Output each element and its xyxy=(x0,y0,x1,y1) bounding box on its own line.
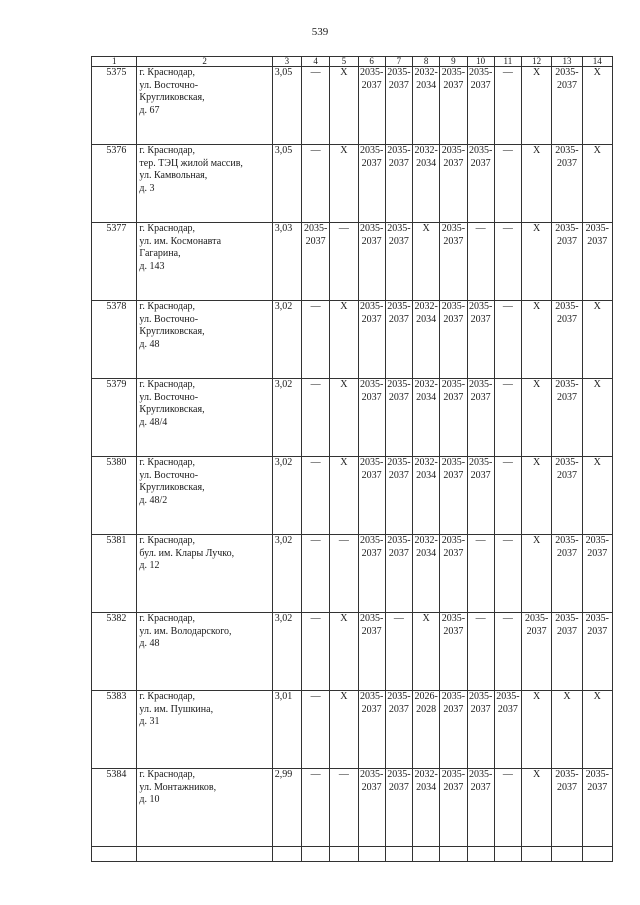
address-line: г. Краснодар, xyxy=(139,145,196,156)
address-line: бул. им. Клары Лучко, xyxy=(139,547,235,559)
address-line: д. 31 xyxy=(139,716,160,727)
address-line: г. Краснодар, xyxy=(139,223,196,234)
empty-cell xyxy=(413,847,440,862)
term-cell: X xyxy=(413,223,440,301)
term-cell: — xyxy=(494,223,521,301)
term-cell: 2035-2037 xyxy=(358,535,385,613)
address-line: тер. ТЭЦ жилой массив, xyxy=(139,157,243,169)
term-cell: — xyxy=(301,769,329,847)
column-number: 9 xyxy=(440,57,467,67)
table-row xyxy=(92,535,613,613)
term-cell: 2035-2037 xyxy=(440,613,467,691)
term-cell: X xyxy=(330,613,358,691)
address-line: д. 67 xyxy=(139,104,160,116)
term-cell: 2035-2037 xyxy=(467,691,494,769)
empty-cell xyxy=(330,847,358,862)
term-cell: X xyxy=(522,301,552,379)
area-value: 3,02 xyxy=(272,457,301,535)
record-number: 5378 xyxy=(92,301,137,379)
term-cell: 2035-2037 xyxy=(385,691,412,769)
area-value: 3,01 xyxy=(272,691,301,769)
term-cell: — xyxy=(301,613,329,691)
term-cell: 2035-2037 xyxy=(358,301,385,379)
term-cell: 2035-2037 xyxy=(467,379,494,457)
empty-cell xyxy=(301,847,329,862)
term-cell: X xyxy=(582,67,612,145)
term-cell: — xyxy=(301,457,329,535)
table-row xyxy=(92,145,613,223)
term-cell: X xyxy=(330,691,358,769)
term-cell: 2035-2037 xyxy=(385,145,412,223)
term-cell: 2035-2037 xyxy=(358,457,385,535)
address-line: Кругликовская, xyxy=(139,482,205,493)
empty-cell xyxy=(440,847,467,862)
term-cell: 2035-2037 xyxy=(467,67,494,145)
address-line: д. 48 xyxy=(139,638,160,649)
term-cell: 2035-2037 xyxy=(358,691,385,769)
address-line: Гагарина, xyxy=(139,248,181,259)
term-cell: — xyxy=(385,613,412,691)
record-number: 5384 xyxy=(92,769,137,847)
record-number: 5376 xyxy=(92,145,137,223)
term-cell: 2035-2037 xyxy=(552,457,582,535)
term-cell: X xyxy=(330,457,358,535)
term-cell: X xyxy=(582,379,612,457)
term-cell: 2035-2037 xyxy=(582,223,612,301)
record-number: 5382 xyxy=(92,613,137,691)
term-cell: X xyxy=(522,457,552,535)
address-line: ул. им. Космонавта xyxy=(139,235,222,247)
address-line: ул. им. Пушкина, xyxy=(139,703,214,715)
term-cell: — xyxy=(301,67,329,145)
term-cell: 2035-2037 xyxy=(522,613,552,691)
term-cell: 2035-2037 xyxy=(440,145,467,223)
address-line: ул. Восточно- xyxy=(139,469,199,481)
table-row xyxy=(92,769,613,847)
term-cell: 2035-2037 xyxy=(358,379,385,457)
area-value: 3,03 xyxy=(272,223,301,301)
area-value: 3,02 xyxy=(272,535,301,613)
term-cell: 2035-2037 xyxy=(440,769,467,847)
empty-cell xyxy=(358,847,385,862)
term-cell: X xyxy=(522,769,552,847)
term-cell: 2035-2037 xyxy=(385,379,412,457)
register-body xyxy=(92,57,613,862)
term-cell: 2035-2037 xyxy=(582,535,612,613)
term-cell: 2035-2037 xyxy=(552,769,582,847)
term-cell: — xyxy=(301,535,329,613)
address-line: ул. Восточно- xyxy=(139,79,199,91)
address-cell xyxy=(137,379,272,457)
address-line: ул. Восточно- xyxy=(139,391,199,403)
term-cell: — xyxy=(301,145,329,223)
address-line: д. 143 xyxy=(139,260,165,272)
address-line: г. Краснодар, xyxy=(139,457,196,468)
term-cell: — xyxy=(494,457,521,535)
term-cell: 2035-2037 xyxy=(301,223,329,301)
record-number: 5381 xyxy=(92,535,137,613)
area-value: 3,02 xyxy=(272,301,301,379)
address-line: г. Краснодар, xyxy=(139,613,196,624)
address-line: д. 10 xyxy=(139,794,160,805)
address-line: г. Краснодар, xyxy=(139,691,196,702)
term-cell: 2035-2037 xyxy=(440,691,467,769)
address-line: ул. Монтажников, xyxy=(139,781,217,793)
table-bottom-filler xyxy=(92,847,613,862)
empty-cell xyxy=(494,847,521,862)
address-cell xyxy=(137,145,272,223)
address-line: ул. Камвольная, xyxy=(139,170,208,181)
term-cell: X xyxy=(522,67,552,145)
term-cell: 2035-2037 xyxy=(552,613,582,691)
table-row xyxy=(92,67,613,145)
address-cell xyxy=(137,67,272,145)
column-number: 14 xyxy=(582,57,612,67)
empty-cell xyxy=(385,847,412,862)
term-cell: 2032-2034 xyxy=(413,769,440,847)
address-cell xyxy=(137,223,272,301)
empty-cell xyxy=(92,847,137,862)
column-number: 5 xyxy=(330,57,358,67)
column-number: 4 xyxy=(301,57,329,67)
address-line: д. 3 xyxy=(139,182,155,194)
term-cell: 2035-2037 xyxy=(440,379,467,457)
address-line: ул. Восточно- xyxy=(139,313,199,325)
area-value: 2,99 xyxy=(272,769,301,847)
term-cell: X xyxy=(522,145,552,223)
column-number: 6 xyxy=(358,57,385,67)
term-cell: X xyxy=(413,613,440,691)
table-row xyxy=(92,691,613,769)
term-cell: 2035-2037 xyxy=(385,457,412,535)
term-cell: 2035-2037 xyxy=(552,67,582,145)
term-cell: — xyxy=(301,379,329,457)
table-row xyxy=(92,301,613,379)
address-line: д. 12 xyxy=(139,560,160,571)
term-cell: 2035-2037 xyxy=(440,301,467,379)
term-cell: — xyxy=(494,301,521,379)
term-cell: 2026-2028 xyxy=(413,691,440,769)
empty-cell xyxy=(137,847,272,862)
term-cell: 2032-2034 xyxy=(413,67,440,145)
term-cell: 2035-2037 xyxy=(552,223,582,301)
column-number: 1 xyxy=(92,57,137,67)
address-line: д. 48/2 xyxy=(139,494,168,506)
term-cell: X xyxy=(552,691,582,769)
address-cell xyxy=(137,535,272,613)
term-cell: 2032-2034 xyxy=(413,535,440,613)
term-cell: X xyxy=(522,379,552,457)
term-cell: X xyxy=(330,145,358,223)
address-line: г. Краснодар, xyxy=(139,379,196,390)
term-cell: — xyxy=(467,613,494,691)
address-line: ул. им. Володарского, xyxy=(139,625,232,637)
page-number: 539 xyxy=(311,26,329,38)
empty-cell xyxy=(552,847,582,862)
term-cell: — xyxy=(494,613,521,691)
term-cell: 2035-2037 xyxy=(358,223,385,301)
term-cell: X xyxy=(330,67,358,145)
term-cell: 2035-2037 xyxy=(358,613,385,691)
area-value: 3,02 xyxy=(272,613,301,691)
term-cell: — xyxy=(330,223,358,301)
column-number: 2 xyxy=(137,57,272,67)
record-number: 5380 xyxy=(92,457,137,535)
term-cell: X xyxy=(522,535,552,613)
term-cell: X xyxy=(330,301,358,379)
table-row xyxy=(92,223,613,301)
term-cell: 2035-2037 xyxy=(552,379,582,457)
term-cell: X xyxy=(522,691,552,769)
term-cell: 2035-2037 xyxy=(385,301,412,379)
column-number: 7 xyxy=(385,57,412,67)
column-number: 8 xyxy=(413,57,440,67)
term-cell: — xyxy=(467,535,494,613)
column-number: 3 xyxy=(272,57,301,67)
term-cell: 2035-2037 xyxy=(358,769,385,847)
column-number: 10 xyxy=(467,57,494,67)
table-row xyxy=(92,613,613,691)
term-cell: 2035-2037 xyxy=(440,223,467,301)
term-cell: 2035-2037 xyxy=(467,145,494,223)
address-line: г. Краснодар, xyxy=(139,535,196,546)
term-cell: 2032-2034 xyxy=(413,145,440,223)
empty-cell xyxy=(272,847,301,862)
term-cell: X xyxy=(522,223,552,301)
column-number: 13 xyxy=(552,57,582,67)
term-cell: — xyxy=(301,301,329,379)
address-line: Кругликовская, xyxy=(139,326,205,337)
address-line: г. Краснодар, xyxy=(139,67,196,78)
address-cell xyxy=(137,691,272,769)
term-cell: X xyxy=(582,301,612,379)
column-number: 11 xyxy=(494,57,521,67)
term-cell: — xyxy=(494,67,521,145)
term-cell: 2035-2037 xyxy=(358,67,385,145)
term-cell: 2035-2037 xyxy=(582,769,612,847)
term-cell: 2035-2037 xyxy=(440,67,467,145)
term-cell: 2035-2037 xyxy=(552,535,582,613)
term-cell: X xyxy=(582,691,612,769)
term-cell: 2032-2034 xyxy=(413,379,440,457)
term-cell: X xyxy=(330,379,358,457)
empty-cell xyxy=(522,847,552,862)
address-line: г. Краснодар, xyxy=(139,769,196,780)
area-value: 3,02 xyxy=(272,379,301,457)
column-number-row xyxy=(92,57,613,67)
term-cell: 2035-2037 xyxy=(552,145,582,223)
term-cell: 2032-2034 xyxy=(413,301,440,379)
empty-cell xyxy=(582,847,612,862)
table-row xyxy=(92,379,613,457)
empty-cell xyxy=(467,847,494,862)
term-cell: — xyxy=(494,769,521,847)
term-cell: — xyxy=(330,535,358,613)
term-cell: 2035-2037 xyxy=(440,535,467,613)
term-cell: 2035-2037 xyxy=(440,457,467,535)
term-cell: — xyxy=(467,223,494,301)
term-cell: — xyxy=(330,769,358,847)
address-line: Кругликовская, xyxy=(139,92,205,103)
term-cell: 2035-2037 xyxy=(552,301,582,379)
table-row xyxy=(92,457,613,535)
term-cell: 2035-2037 xyxy=(385,67,412,145)
term-cell: 2035-2037 xyxy=(358,145,385,223)
address-cell xyxy=(137,769,272,847)
term-cell: X xyxy=(582,145,612,223)
term-cell: 2035-2037 xyxy=(582,613,612,691)
column-number: 12 xyxy=(522,57,552,67)
term-cell: 2035-2037 xyxy=(494,691,521,769)
term-cell: — xyxy=(494,379,521,457)
term-cell: — xyxy=(301,691,329,769)
address-cell xyxy=(137,457,272,535)
address-line: д. 48 xyxy=(139,338,160,350)
term-cell: X xyxy=(582,457,612,535)
record-number: 5375 xyxy=(92,67,137,145)
term-cell: 2032-2034 xyxy=(413,457,440,535)
address-line: г. Краснодар, xyxy=(139,301,196,312)
register-table xyxy=(91,56,613,862)
record-number: 5377 xyxy=(92,223,137,301)
term-cell: 2035-2037 xyxy=(385,535,412,613)
term-cell: 2035-2037 xyxy=(467,301,494,379)
term-cell: — xyxy=(494,145,521,223)
address-line: Кругликовская, xyxy=(139,404,205,415)
term-cell: 2035-2037 xyxy=(467,769,494,847)
address-cell xyxy=(137,301,272,379)
address-cell xyxy=(137,613,272,691)
term-cell: 2035-2037 xyxy=(385,769,412,847)
term-cell: — xyxy=(494,535,521,613)
area-value: 3,05 xyxy=(272,145,301,223)
term-cell: 2035-2037 xyxy=(385,223,412,301)
record-number: 5383 xyxy=(92,691,137,769)
area-value: 3,05 xyxy=(272,67,301,145)
address-line: д. 48/4 xyxy=(139,416,168,428)
term-cell: 2035-2037 xyxy=(467,457,494,535)
record-number: 5379 xyxy=(92,379,137,457)
